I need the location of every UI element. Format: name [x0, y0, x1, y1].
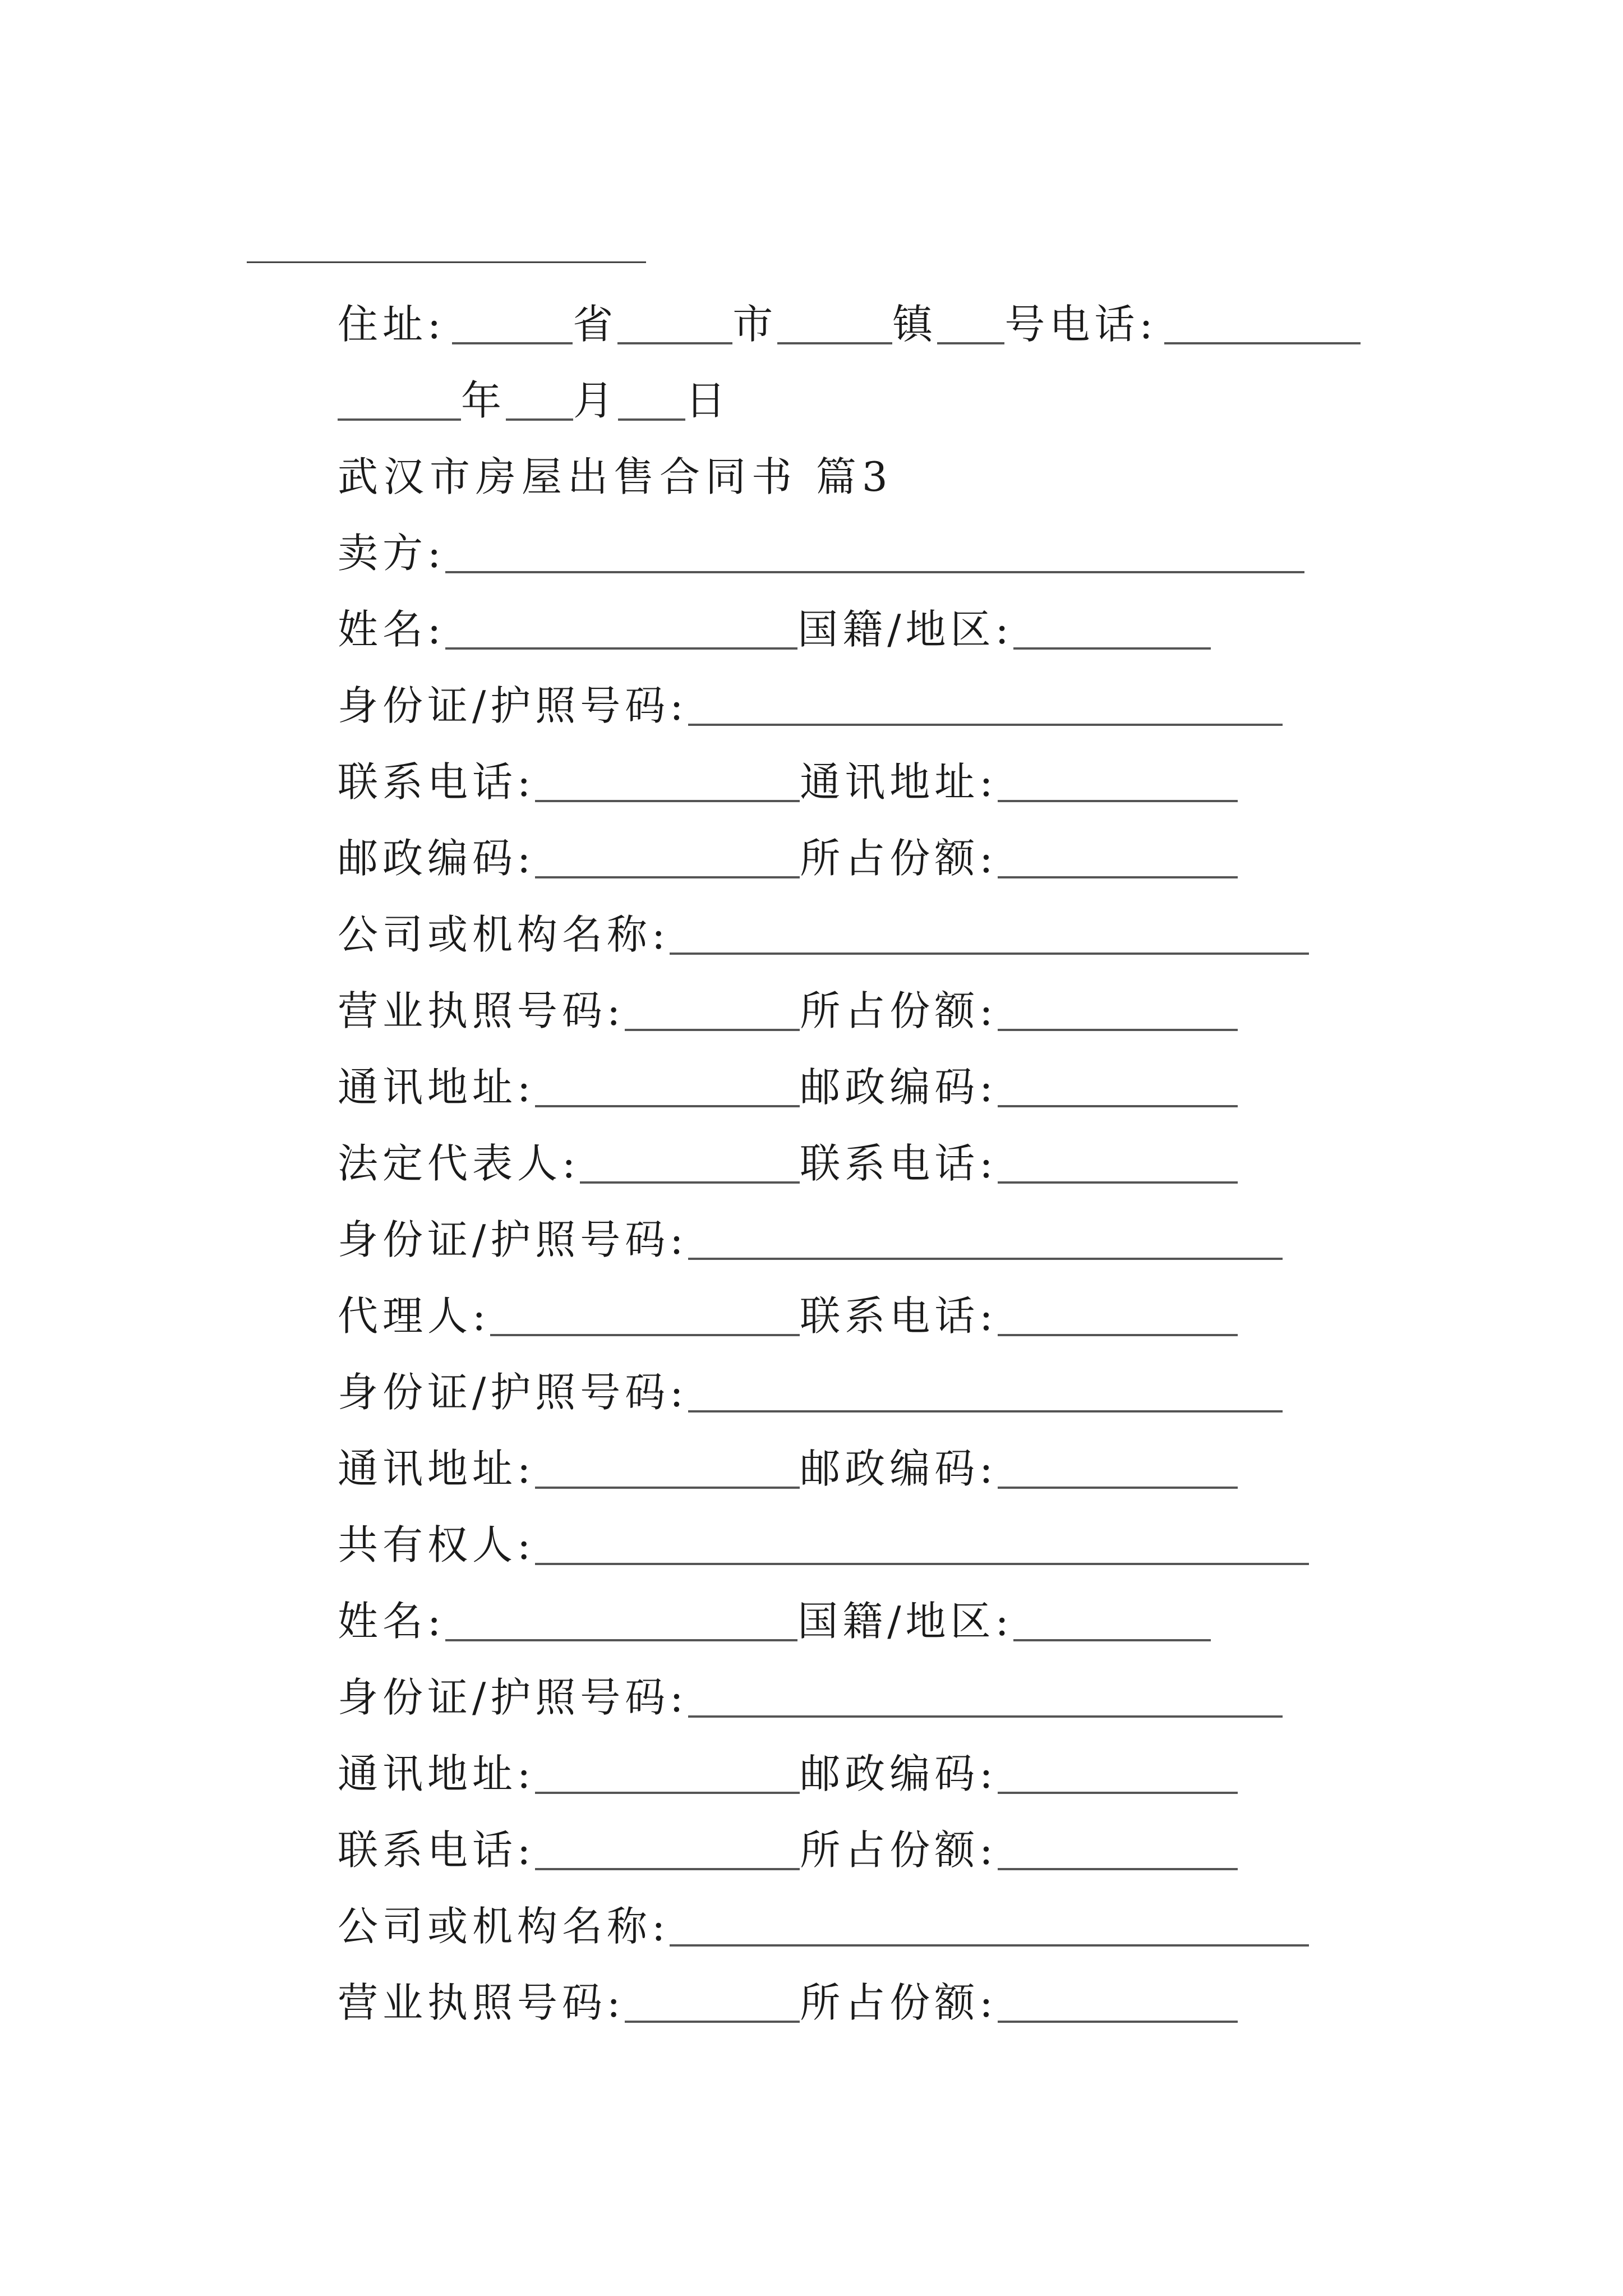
day-label: 日 — [685, 377, 731, 424]
co-owner-phone-blank[interactable] — [535, 1868, 800, 1870]
seller-id-label: 身份证/护照号码: — [338, 682, 688, 729]
town-blank[interactable] — [777, 342, 892, 344]
co-owner-company-label: 公司或机构名称: — [338, 1903, 670, 1950]
co-owner-nationality-blank[interactable] — [1013, 1639, 1211, 1641]
seller-share-label: 所占份额: — [800, 835, 998, 882]
seller-rep-id-label: 身份证/护照号码: — [338, 1216, 688, 1263]
footnote-rule — [247, 261, 646, 263]
town-label: 镇 — [892, 301, 938, 348]
seller-company-line — [338, 902, 1309, 958]
date-line — [338, 368, 730, 424]
number-blank[interactable] — [937, 342, 1004, 344]
seller-company-postcode-label: 邮政编码: — [800, 1064, 998, 1111]
co-owner-label: 共有权人: — [338, 1521, 536, 1568]
seller-blank[interactable] — [445, 571, 1304, 573]
day-blank[interactable] — [618, 418, 685, 421]
co-owner-phone-label: 联系电话: — [338, 1826, 536, 1874]
number-phone-label: 号电话: — [1004, 301, 1158, 348]
seller-label: 卖方: — [338, 530, 446, 577]
document-title-line — [338, 444, 893, 500]
seller-id-line — [338, 673, 1283, 729]
address-line — [338, 292, 1361, 348]
document-title: 武汉市房屋出售合同书 篇3 — [338, 453, 893, 500]
co-owner-name-label: 姓名: — [338, 1598, 446, 1645]
seller-name-blank[interactable] — [445, 647, 797, 650]
seller-company-address-line — [338, 1055, 1238, 1111]
seller-agent-address-label: 通讯地址: — [338, 1445, 536, 1492]
seller-agent-phone-blank[interactable] — [998, 1334, 1238, 1336]
seller-postcode-label: 邮政编码: — [338, 835, 536, 882]
co-owner-share-blank[interactable] — [998, 1868, 1238, 1870]
seller-company-address-label: 通讯地址: — [338, 1064, 536, 1111]
seller-rep-id-blank[interactable] — [688, 1258, 1283, 1260]
seller-address-label: 通讯地址: — [800, 758, 998, 806]
co-owner-company-share-label: 所占份额: — [800, 1979, 998, 2026]
co-owner-license-line — [338, 1970, 1238, 2026]
seller-phone-label: 联系电话: — [338, 758, 536, 806]
seller-name-line — [338, 597, 1211, 653]
co-owner-id-label: 身份证/护照号码: — [338, 1674, 688, 1721]
seller-agent-address-blank[interactable] — [535, 1487, 800, 1489]
seller-agent-postcode-label: 邮政编码: — [800, 1445, 998, 1492]
seller-name-label: 姓名: — [338, 606, 446, 653]
province-label: 省 — [573, 301, 618, 348]
seller-postcode-line — [338, 826, 1238, 882]
seller-company-postcode-blank[interactable] — [998, 1105, 1238, 1107]
co-owner-nationality-label: 国籍/地区: — [797, 1598, 1013, 1645]
seller-phone-blank[interactable] — [535, 800, 800, 802]
seller-agent-phone-label: 联系电话: — [800, 1292, 998, 1340]
seller-phone-line — [338, 749, 1238, 806]
seller-company-share-blank[interactable] — [998, 1029, 1238, 1031]
province-blank[interactable] — [452, 342, 573, 344]
seller-nationality-blank[interactable] — [1013, 647, 1211, 650]
co-owner-company-share-blank[interactable] — [998, 2021, 1238, 2023]
co-owner-name-blank[interactable] — [445, 1639, 797, 1641]
seller-rep-id-line — [338, 1207, 1283, 1263]
city-blank[interactable] — [617, 342, 732, 344]
month-blank[interactable] — [506, 418, 573, 421]
co-owner-line — [338, 1512, 1309, 1568]
co-owner-license-label: 营业执照号码: — [338, 1979, 625, 2026]
seller-rep-blank[interactable] — [580, 1181, 800, 1184]
city-label: 市 — [732, 301, 778, 348]
seller-postcode-blank[interactable] — [535, 876, 800, 878]
co-owner-postcode-label: 邮政编码: — [800, 1750, 998, 1797]
seller-agent-id-label: 身份证/护照号码: — [338, 1369, 688, 1416]
seller-share-blank[interactable] — [998, 876, 1238, 878]
co-owner-address-label: 通讯地址: — [338, 1750, 536, 1797]
co-owner-blank[interactable] — [535, 1563, 1309, 1565]
seller-agent-address-line — [338, 1436, 1238, 1492]
year-label: 年 — [461, 377, 506, 424]
co-owner-id-line — [338, 1665, 1283, 1721]
co-owner-phone-line — [338, 1818, 1238, 1874]
co-owner-postcode-blank[interactable] — [998, 1792, 1238, 1794]
seller-company-share-label: 所占份额: — [800, 987, 998, 1034]
seller-license-line — [338, 978, 1238, 1034]
co-owner-name-line — [338, 1589, 1211, 1645]
co-owner-company-line — [338, 1894, 1309, 1950]
co-owner-id-blank[interactable] — [688, 1715, 1283, 1718]
co-owner-share-label: 所占份额: — [800, 1826, 998, 1874]
seller-line — [338, 521, 1304, 577]
seller-agent-id-line — [338, 1360, 1283, 1416]
seller-agent-label: 代理人: — [338, 1292, 491, 1340]
year-blank[interactable] — [338, 418, 461, 421]
co-owner-address-blank[interactable] — [535, 1792, 800, 1794]
seller-license-blank[interactable] — [625, 1029, 800, 1031]
seller-rep-label: 法定代表人: — [338, 1140, 580, 1187]
seller-nationality-label: 国籍/地区: — [797, 606, 1013, 653]
co-owner-company-blank[interactable] — [670, 1944, 1309, 1947]
seller-agent-line — [338, 1283, 1238, 1340]
seller-agent-blank[interactable] — [490, 1334, 800, 1336]
co-owner-address-line — [338, 1741, 1238, 1797]
address-label: 住址: — [338, 301, 446, 348]
phone-blank[interactable] — [1164, 342, 1361, 344]
seller-rep-phone-label: 联系电话: — [800, 1140, 998, 1187]
seller-rep-phone-blank[interactable] — [998, 1181, 1238, 1184]
seller-agent-id-blank[interactable] — [688, 1410, 1283, 1412]
seller-rep-line — [338, 1131, 1238, 1187]
co-owner-license-blank[interactable] — [625, 2021, 800, 2023]
seller-agent-postcode-blank[interactable] — [998, 1487, 1238, 1489]
seller-company-address-blank[interactable] — [535, 1105, 800, 1107]
seller-id-blank[interactable] — [688, 724, 1283, 726]
seller-company-blank[interactable] — [670, 953, 1309, 955]
seller-company-label: 公司或机构名称: — [338, 911, 670, 958]
seller-license-label: 营业执照号码: — [338, 987, 625, 1034]
seller-address-blank[interactable] — [998, 800, 1238, 802]
month-label: 月 — [573, 377, 619, 424]
